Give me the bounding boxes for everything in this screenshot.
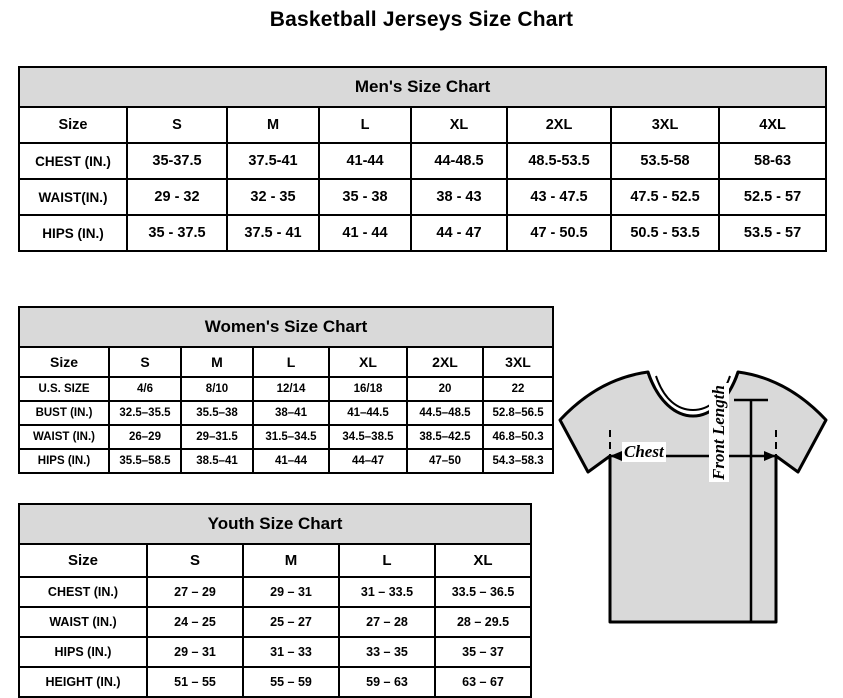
table-row: [19, 215, 826, 251]
youth-chest-l: 31 – 33.5: [339, 577, 435, 607]
youth-hips-l: 33 – 35: [339, 637, 435, 667]
womens-bust-s: 32.5–35.5: [109, 401, 181, 425]
youth-chest-xl: 33.5 – 36.5: [435, 577, 531, 607]
youth-chart-title: Youth Size Chart: [19, 504, 531, 544]
mens-hips-xl: 44 - 47: [411, 215, 507, 251]
mens-chart-title-row: [19, 67, 826, 107]
womens-header-size: Size: [19, 347, 109, 377]
mens-header-size: Size: [19, 107, 127, 143]
mens-header-m: M: [227, 107, 319, 143]
mens-waist-3xl: 47.5 - 52.5: [611, 179, 719, 215]
youth-chest-m: 29 – 31: [243, 577, 339, 607]
table-row: [19, 401, 553, 425]
womens-waist-l: 31.5–34.5: [253, 425, 329, 449]
mens-chest-m: 37.5-41: [227, 143, 319, 179]
table-row: [19, 637, 531, 667]
womens-header-s: S: [109, 347, 181, 377]
youth-waist-xl: 28 – 29.5: [435, 607, 531, 637]
mens-hips-m: 37.5 - 41: [227, 215, 319, 251]
youth-height-l: 59 – 63: [339, 667, 435, 697]
mens-chest-4xl: 58-63: [719, 143, 826, 179]
womens-hips-xl: 44–47: [329, 449, 407, 473]
mens-waist-m: 32 - 35: [227, 179, 319, 215]
table-row: [19, 577, 531, 607]
womens-bust-2xl: 44.5–48.5: [407, 401, 483, 425]
page-title: Basketball Jerseys Size Chart: [269, 8, 574, 31]
mens-size-chart-table: [18, 66, 827, 252]
shirt-measurement-diagram: [548, 360, 838, 680]
mens-chest-s: 35-37.5: [127, 143, 227, 179]
mens-waist-2xl: 43 - 47.5: [507, 179, 611, 215]
womens-ussize-s: 4/6: [109, 377, 181, 401]
mens-header-row: [19, 107, 826, 143]
womens-waist-2xl: 38.5–42.5: [407, 425, 483, 449]
mens-row-label-waist: WAIST(IN.): [19, 179, 127, 215]
mens-header-2xl: 2XL: [507, 107, 611, 143]
chest-dimension-label: Chest: [624, 442, 664, 461]
youth-waist-l: 27 – 28: [339, 607, 435, 637]
mens-waist-l: 35 - 38: [319, 179, 411, 215]
table-row: [19, 449, 553, 473]
youth-size-chart-table: [18, 503, 532, 698]
womens-hips-3xl: 54.3–58.3: [483, 449, 553, 473]
womens-ussize-m: 8/10: [181, 377, 253, 401]
table-row: [19, 143, 826, 179]
womens-bust-3xl: 52.8–56.5: [483, 401, 553, 425]
mens-chest-3xl: 53.5-58: [611, 143, 719, 179]
womens-header-xl: XL: [329, 347, 407, 377]
youth-hips-xl: 35 – 37: [435, 637, 531, 667]
womens-hips-m: 38.5–41: [181, 449, 253, 473]
womens-chart-title: Women's Size Chart: [19, 307, 553, 347]
youth-waist-m: 25 – 27: [243, 607, 339, 637]
youth-row-label-hips: HIPS (IN.): [19, 637, 147, 667]
womens-waist-3xl: 46.8–50.3: [483, 425, 553, 449]
mens-hips-4xl: 53.5 - 57: [719, 215, 826, 251]
table-row: [19, 377, 553, 401]
youth-row-label-chest: CHEST (IN.): [19, 577, 147, 607]
youth-header-s: S: [147, 544, 243, 577]
youth-header-row: [19, 544, 531, 577]
mens-hips-s: 35 - 37.5: [127, 215, 227, 251]
mens-hips-l: 41 - 44: [319, 215, 411, 251]
table-row: [19, 667, 531, 697]
youth-header-xl: XL: [435, 544, 531, 577]
womens-ussize-xl: 16/18: [329, 377, 407, 401]
mens-header-3xl: 3XL: [611, 107, 719, 143]
youth-hips-m: 31 – 33: [243, 637, 339, 667]
womens-ussize-2xl: 20: [407, 377, 483, 401]
youth-chest-s: 27 – 29: [147, 577, 243, 607]
youth-header-size: Size: [19, 544, 147, 577]
mens-waist-4xl: 52.5 - 57: [719, 179, 826, 215]
womens-chart-title-row: [19, 307, 553, 347]
mens-header-4xl: 4XL: [719, 107, 826, 143]
youth-chart-title-row: [19, 504, 531, 544]
womens-row-label-us-size: U.S. SIZE: [19, 377, 109, 401]
youth-header-l: L: [339, 544, 435, 577]
mens-size-chart-section: [18, 66, 825, 252]
womens-ussize-3xl: 22: [483, 377, 553, 401]
womens-waist-s: 26–29: [109, 425, 181, 449]
mens-header-s: S: [127, 107, 227, 143]
mens-header-xl: XL: [411, 107, 507, 143]
table-row: [19, 607, 531, 637]
womens-size-chart-table: [18, 306, 554, 474]
mens-chest-xl: 44-48.5: [411, 143, 507, 179]
womens-waist-m: 29–31.5: [181, 425, 253, 449]
front-length-dimension-label: Front Length: [709, 385, 728, 480]
mens-hips-2xl: 47 - 50.5: [507, 215, 611, 251]
youth-row-label-height: HEIGHT (IN.): [19, 667, 147, 697]
youth-hips-s: 29 – 31: [147, 637, 243, 667]
youth-size-chart-section: [18, 503, 530, 698]
womens-header-3xl: 3XL: [483, 347, 553, 377]
mens-waist-xl: 38 - 43: [411, 179, 507, 215]
womens-header-row: [19, 347, 553, 377]
shirt-illustration-icon: [548, 360, 838, 680]
youth-header-m: M: [243, 544, 339, 577]
mens-chart-title: Men's Size Chart: [19, 67, 826, 107]
mens-header-l: L: [319, 107, 411, 143]
youth-height-m: 55 – 59: [243, 667, 339, 697]
mens-chest-2xl: 48.5-53.5: [507, 143, 611, 179]
youth-height-xl: 63 – 67: [435, 667, 531, 697]
womens-header-l: L: [253, 347, 329, 377]
mens-row-label-hips: HIPS (IN.): [19, 215, 127, 251]
womens-hips-2xl: 47–50: [407, 449, 483, 473]
womens-bust-m: 35.5–38: [181, 401, 253, 425]
womens-hips-s: 35.5–58.5: [109, 449, 181, 473]
womens-ussize-l: 12/14: [253, 377, 329, 401]
womens-hips-l: 41–44: [253, 449, 329, 473]
womens-header-m: M: [181, 347, 253, 377]
womens-waist-xl: 34.5–38.5: [329, 425, 407, 449]
mens-hips-3xl: 50.5 - 53.5: [611, 215, 719, 251]
youth-waist-s: 24 – 25: [147, 607, 243, 637]
womens-header-2xl: 2XL: [407, 347, 483, 377]
womens-bust-l: 38–41: [253, 401, 329, 425]
table-row: [19, 179, 826, 215]
youth-row-label-waist: WAIST (IN.): [19, 607, 147, 637]
womens-row-label-bust: BUST (IN.): [19, 401, 109, 425]
table-row: [19, 425, 553, 449]
womens-row-label-waist: WAIST (IN.): [19, 425, 109, 449]
womens-bust-xl: 41–44.5: [329, 401, 407, 425]
womens-size-chart-section: [18, 306, 552, 474]
mens-chest-l: 41-44: [319, 143, 411, 179]
mens-waist-s: 29 - 32: [127, 179, 227, 215]
youth-height-s: 51 – 55: [147, 667, 243, 697]
mens-row-label-chest: CHEST (IN.): [19, 143, 127, 179]
womens-row-label-hips: HIPS (IN.): [19, 449, 109, 473]
